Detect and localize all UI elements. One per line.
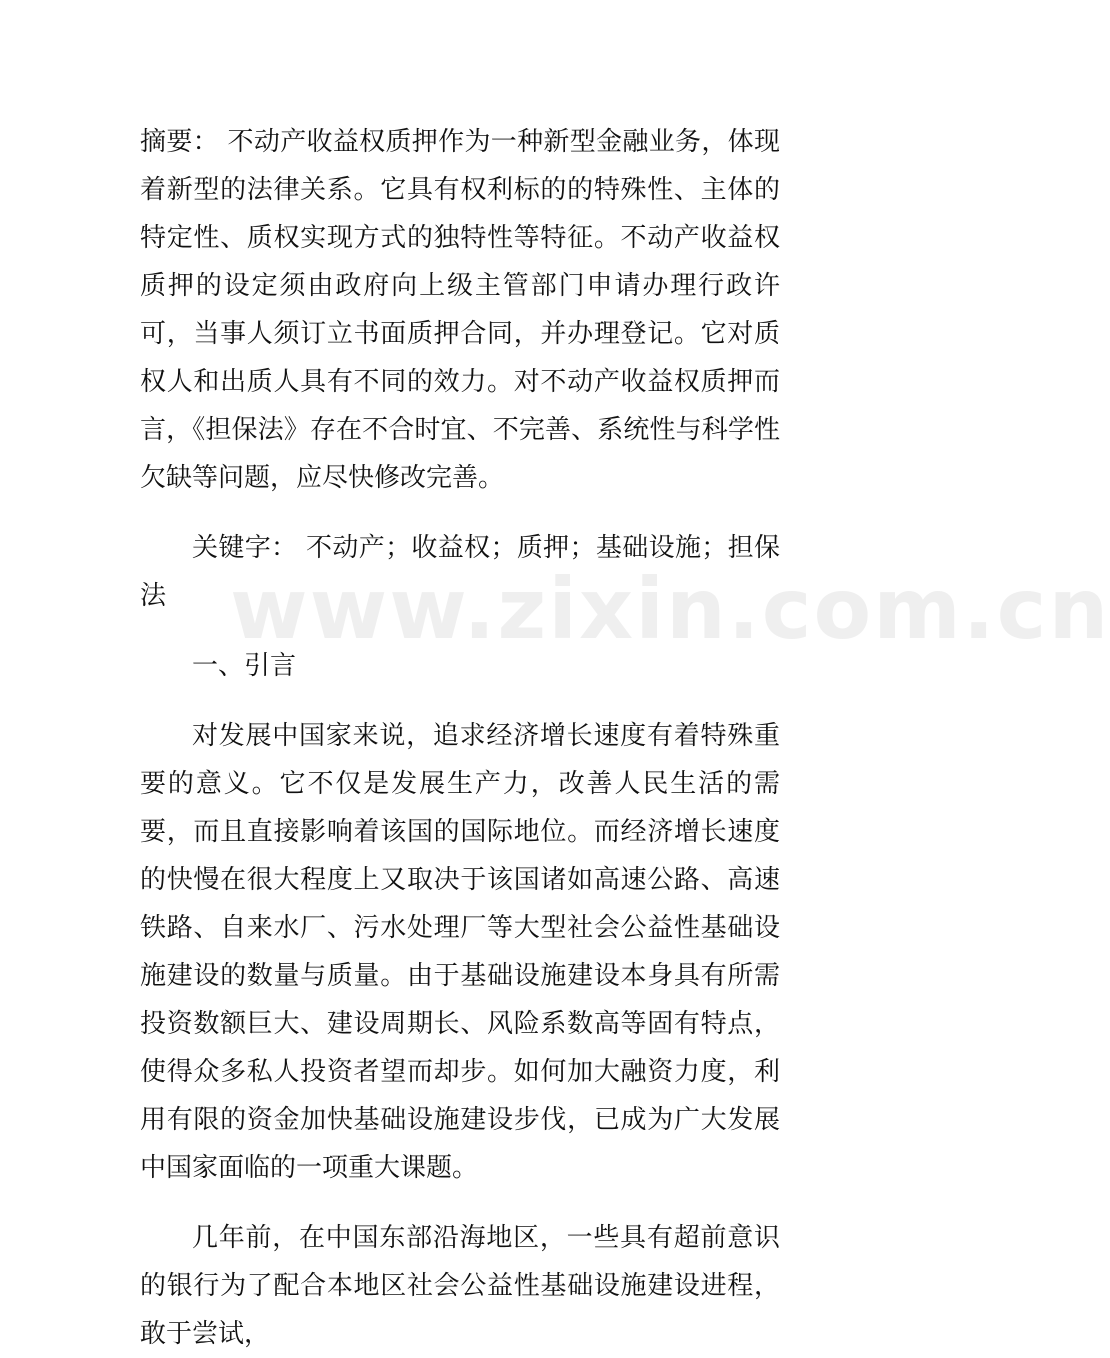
abstract-paragraph: 摘要： 不动产收益权质押作为一种新型金融业务，体现着新型的法律关系。它具有权利标的的特殊性、主体的特定性、质权实现方式的独特性等特征。不动产收益权质押的设定须由政府向上级主管部门申请办理行政许可，当事人须订立书面质押合同，并办理登记。它对质权人和出质人具有不同的效力。对不动产收益权质押而言，《担保法》存在不合时宜、不完善、系统性与科学性欠缺等问题，应尽快修改完善。: [140, 127, 780, 493]
keywords-paragraph: 关键字： 不动产；收益权；质押；基础设施；担保法: [140, 533, 780, 611]
watermark: www.zixin.com.cn: [230, 560, 1110, 658]
body-paragraph-2: 几年前，在中国东部沿海地区，一些具有超前意识的银行为了配合本地区社会公益性基础设施建设进程，敢于尝试，: [140, 1223, 780, 1349]
document-page: [140, 118, 780, 1358]
section-heading: 一、引言: [192, 651, 297, 681]
body-paragraph-1: 对发展中国家来说，追求经济增长速度有着特殊重要的意义。它不仅是发展生产力，改善人民生活的需要，而且直接影响着该国的国际地位。而经济增长速度的快慢在很大程度上又取决于该国诸如高速公路、高速铁路、自来水厂、污水处理厂等大型社会公益性基础设施建设的数量与质量。由于基础设施建设本身具有所需投资数额巨大、建设周期长、风险系数高等固有特点，使得众多私人投资者望而却步。如何加大融资力度，利用有限的资金加快基础设施建设步伐，已成为广大发展中国家面临的一项重大课题。: [140, 721, 780, 1183]
